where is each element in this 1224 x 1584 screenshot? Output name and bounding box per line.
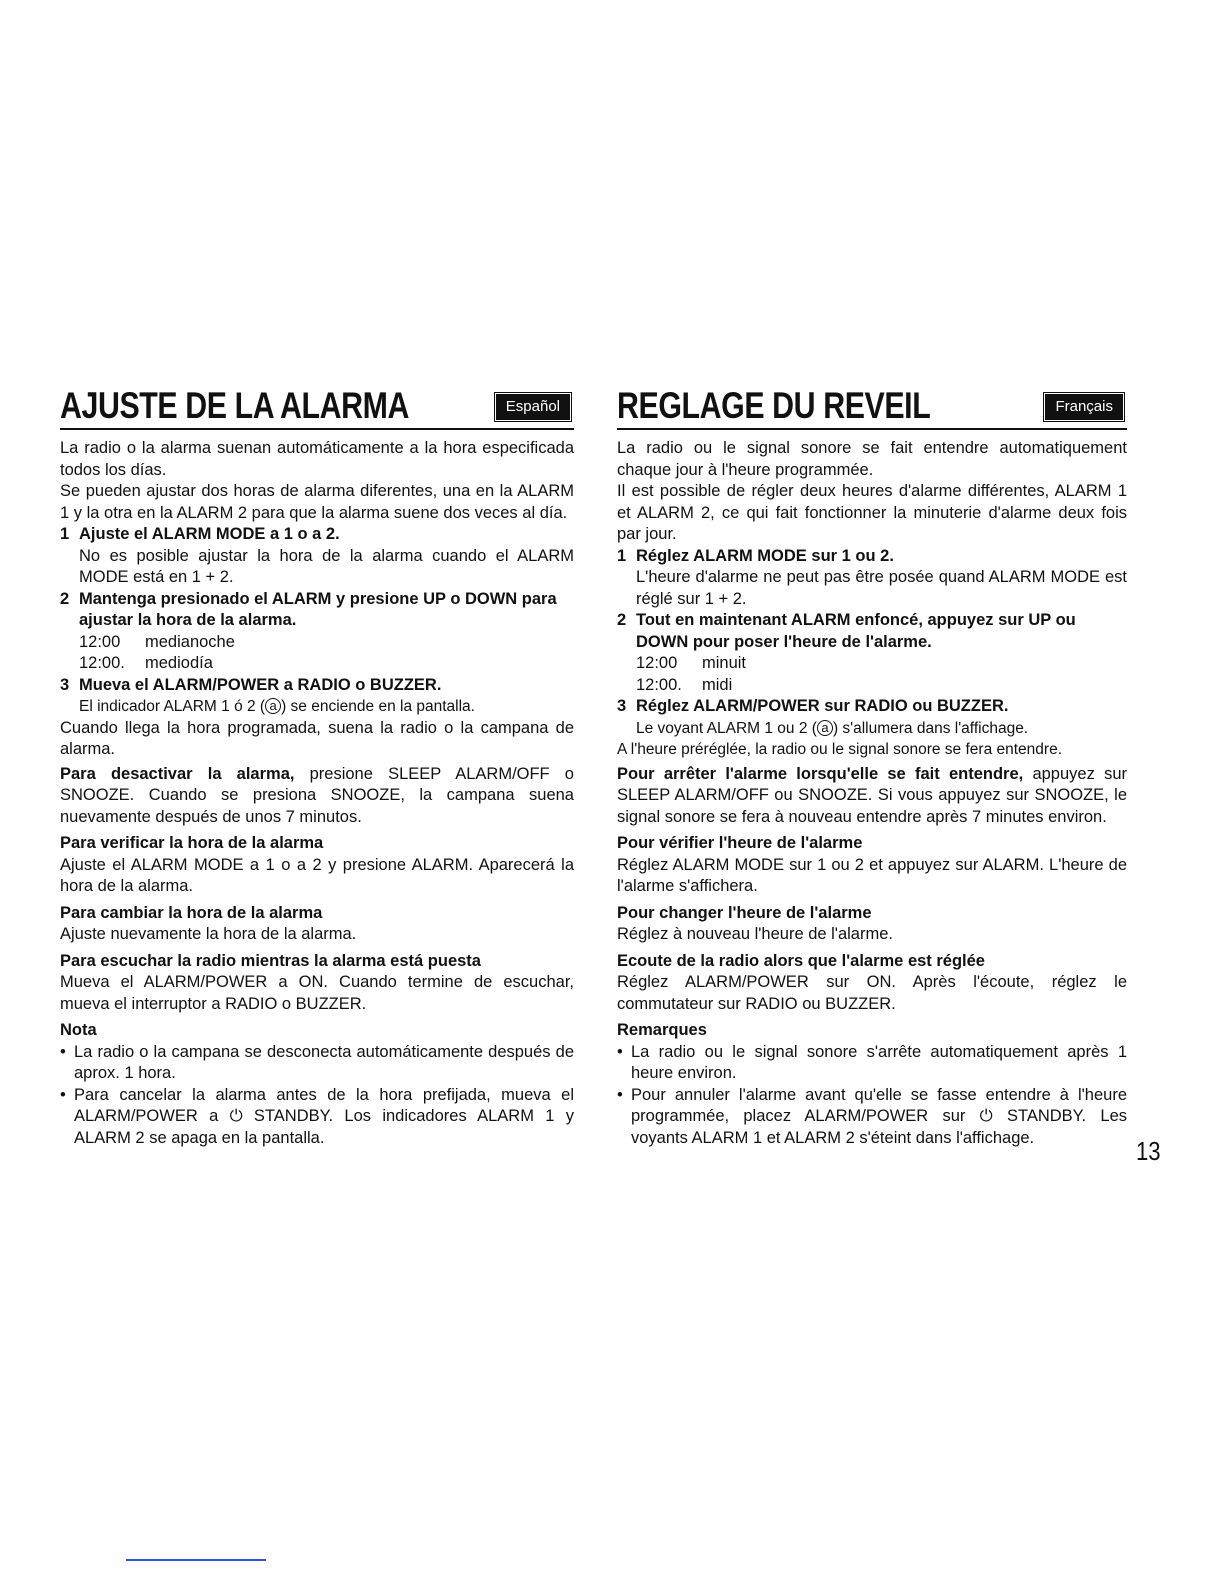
step-instruction: Tout en maintenant ALARM enfoncé, appuyez sur UP ou DOWN pour poser l'heure de l'alarme. — [636, 611, 1076, 651]
paragraph: Réglez ALARM/POWER sur ON. Après l'écoute, réglez le commutateur sur RADIO ou BUZZER. — [617, 973, 1127, 1013]
section-header — [60, 384, 574, 430]
step-number: 1 — [617, 546, 627, 565]
paragraph: Pour arrêter l'alarme lorsqu'elle se fait entendre, appuyez sur SLEEP ALARM/OFF ou SNOOZE. Si vous appuyez sur SNOOZE, le signal sonore se fera à nouveau entendre après 7 minutes environ. — [617, 764, 1127, 826]
step-detail: El indicador ALARM 1 ó 2 ( a ) se enciende en la pantalla. — [79, 698, 475, 715]
paragraph-lead: Para desactivar la alarma, — [60, 764, 295, 783]
standby-icon: ⏻ — [229, 1107, 243, 1125]
step-instruction: Réglez ALARM/POWER sur RADIO ou BUZZER. — [636, 697, 1009, 715]
step-item — [60, 524, 574, 589]
step-instruction: Ajuste el ALARM MODE a 1 o a 2. — [79, 525, 340, 543]
time-row — [79, 653, 574, 675]
subheading: Nota — [60, 1021, 97, 1039]
subheading: Para cambiar la hora de la alarma — [60, 903, 323, 922]
time-label: minuit — [702, 654, 747, 672]
section-body — [60, 430, 574, 1149]
language-badge: Español — [496, 394, 570, 420]
step-item — [60, 589, 574, 675]
section-body — [617, 430, 1127, 1149]
step-number: 3 — [60, 675, 70, 694]
step-item — [60, 675, 574, 718]
list-item: • Pour annuler l'alarme avant qu'elle se fasse entendre à l'heure programmée, placez ALARM/POWER sur ⏻ STANDBY. Les voyants ALARM 1 et ALARM 2 s'éteint dans l'affichage. — [617, 1085, 1127, 1150]
paragraph-lead: Pour arrêter l'alarme lorsqu'elle se fait entendre, — [617, 764, 1024, 783]
time-value: 12:00. — [79, 654, 125, 672]
intro-paragraph: La radio ou le signal sonore se fait entendre automatiquement chaque jour à l'heure programmée. — [617, 439, 1127, 479]
bullet-icon: • — [617, 1042, 623, 1061]
list-item: • La radio o la campana se desconecta automáticamente después de aprox. 1 hora. — [60, 1042, 574, 1085]
paragraph: Réglez à nouveau l'heure de l'alarme. — [617, 925, 893, 943]
bullet-icon: • — [60, 1085, 66, 1104]
paragraph: Mueva el ALARM/POWER a ON. Cuando termine de escuchar, mueva el interruptor a RADIO o BUZZER. — [60, 973, 574, 1013]
time-label: mediodía — [145, 654, 213, 672]
intro-paragraph: Se pueden ajustar dos horas de alarma diferentes, una en la ALARM 1 y la otra en la ALARM 2 para que la alarma suene dos veces al día. — [60, 482, 574, 522]
paragraph: Ajuste nuevamente la hora de la alarma. — [60, 925, 357, 943]
alarm-indicator-icon: a — [817, 720, 833, 736]
list-item: • Para cancelar la alarma antes de la hora prefijada, mueva el ALARM/POWER a ⏻ STANDBY. Los indicadores ALARM 1 y ALARM 2 se apaga en la pantalla. — [60, 1085, 574, 1150]
subheading: Para verificar la hora de la alarma — [60, 834, 324, 852]
paragraph: A l'heure préréglée, la radio ou le signal sonore se fera entendre. — [617, 741, 1062, 758]
step-number: 2 — [60, 589, 70, 608]
step-detail: L'heure d'alarme ne peut pas être posée quand ALARM MODE est réglé sur 1 + 2. — [636, 568, 1127, 608]
step-instruction: Réglez ALARM MODE sur 1 ou 2. — [636, 546, 894, 565]
paragraph: Ajuste el ALARM MODE a 1 o a 2 y presione ALARM. Aparecerá la hora de la alarma. — [60, 855, 574, 895]
step-detail: Le voyant ALARM 1 ou 2 ( a ) s'allumera dans l'affichage. — [636, 719, 1029, 737]
subheading: Para escuchar la radio mientras la alarma está puesta — [60, 951, 481, 970]
bottom-rule — [126, 1559, 266, 1561]
time-row — [636, 675, 1127, 697]
step-item — [617, 610, 1127, 696]
alarm-indicator-icon: a — [265, 698, 281, 714]
step-item — [617, 696, 1127, 739]
standby-icon: ⏻ — [979, 1107, 993, 1125]
section-title: REGLAGE DU REVEIL — [617, 385, 931, 426]
step-instruction: Mueva el ALARM/POWER a RADIO o BUZZER. — [79, 675, 442, 694]
step-instruction: Mantenga presionado el ALARM y presione UP o DOWN para ajustar la hora de la alarma. — [79, 589, 557, 629]
time-row — [79, 632, 574, 654]
time-value: 12:00 — [636, 654, 678, 672]
paragraph: Para desactivar la alarma, presione SLEEP ALARM/OFF o SNOOZE. Cuando se presiona SNOOZE, la campana suena nuevamente después de unos 7 minutos. — [60, 764, 574, 826]
subheading: Ecoute de la radio alors que l'alarme est réglée — [617, 951, 985, 970]
time-value: 12:00. — [636, 675, 682, 694]
step-number: 2 — [617, 611, 627, 629]
french-column — [617, 384, 1127, 1149]
time-label: midi — [702, 675, 733, 694]
intro-paragraph: Il est possible de régler deux heures d'alarme différentes, ALARM 1 et ALARM 2, ce qui fait fonctionner la minuterie d'alarme deux fois par jour. — [617, 482, 1127, 543]
list-item: • La radio ou le signal sonore s'arrête automatiquement après 1 heure environ. — [617, 1042, 1127, 1085]
bullet-icon: • — [617, 1085, 623, 1104]
subheading: Pour changer l'heure de l'alarme — [617, 903, 872, 922]
time-label: medianoche — [145, 632, 235, 651]
subheading: Pour vérifier l'heure de l'alarme — [617, 834, 863, 852]
language-badge: Français — [1045, 394, 1123, 420]
step-item — [617, 546, 1127, 611]
page-number: 13 — [1136, 1136, 1161, 1166]
time-row — [636, 653, 1127, 675]
step-detail: No es posible ajustar la hora de la alarma cuando el ALARM MODE está en 1 + 2. — [79, 546, 574, 586]
paragraph: Cuando llega la hora programada, suena la radio o la campana de alarma. — [60, 718, 574, 758]
intro-paragraph: La radio o la alarma suenan automáticamente a la hora especificada todos los días. — [60, 439, 574, 479]
paragraph: Réglez ALARM MODE sur 1 ou 2 et appuyez sur ALARM. L'heure de l'alarme s'affichera. — [617, 855, 1127, 895]
spanish-column — [60, 384, 574, 1149]
bullet-icon: • — [60, 1042, 66, 1061]
section-title: AJUSTE DE LA ALARMA — [60, 385, 409, 426]
step-number: 3 — [617, 697, 627, 715]
section-header — [617, 384, 1127, 430]
step-number: 1 — [60, 525, 70, 543]
subheading: Remarques — [617, 1021, 707, 1039]
time-value: 12:00 — [79, 632, 121, 651]
